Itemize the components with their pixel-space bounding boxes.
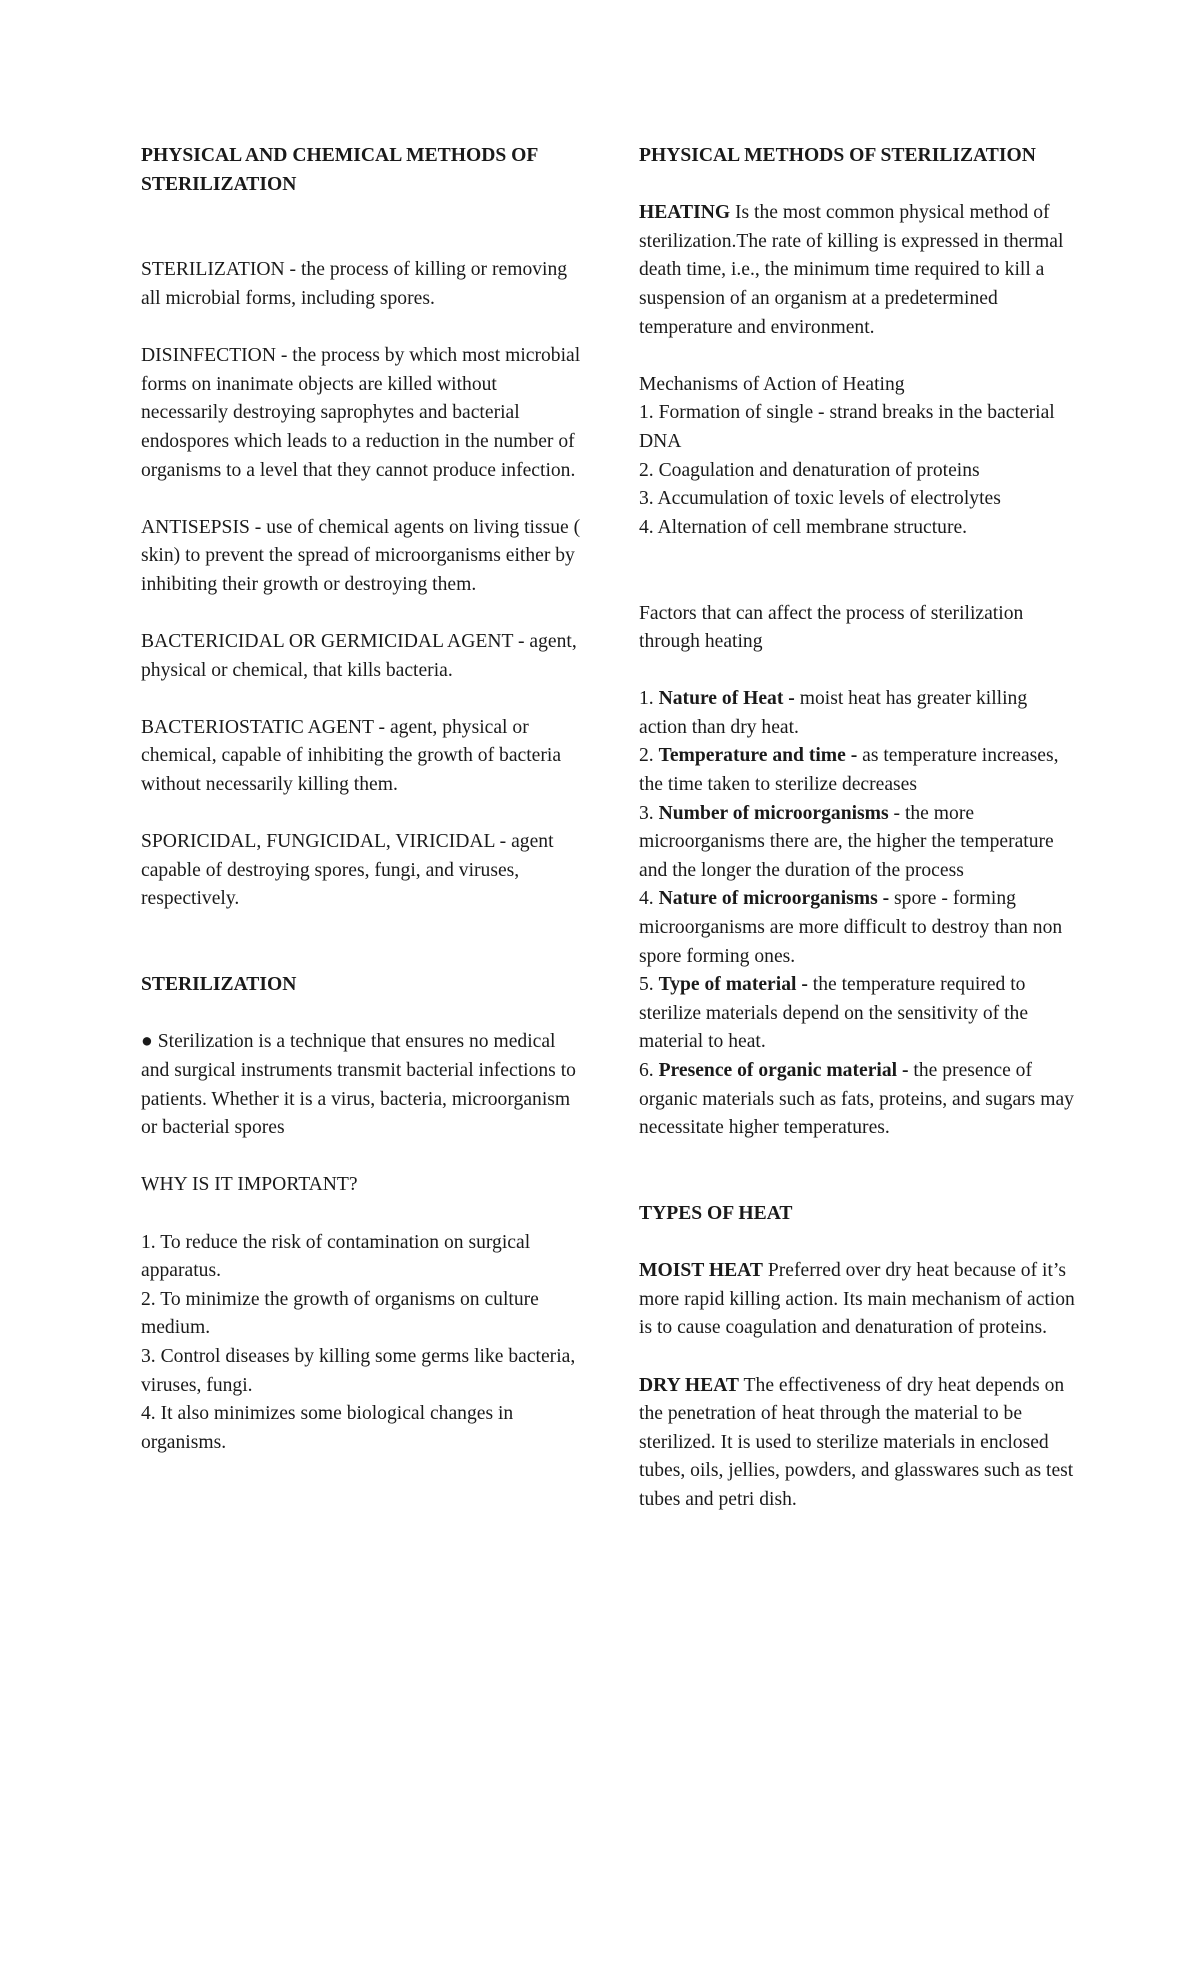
factor-item [639,800,1079,886]
right-column [639,142,1079,1515]
moist-heat-paragraph [639,1257,1079,1343]
moist-heat-term: MOIST HEAT [639,1260,763,1282]
list-item: 4. Alternation of cell membrane structure. [639,516,968,538]
list-item: 4. It also minimizes some biological changes in organisms. [141,1403,514,1453]
why-heading: WHY IS IT IMPORTANT? [141,1174,358,1196]
dry-heat-text: The effectiveness of dry heat depends on the penetration of heat through the material to be sterilized. It is used to sterilize materials in enclosed tubes, oils, jellies, powders, and glasswares such as test tubes and petri dish. [639,1374,1074,1510]
factor-term: Nature of Heat - [658,688,795,710]
definition-sterilization: STERILIZATION - the process of killing or removing all microbial forms, including spores. [141,259,568,309]
mechanisms-heading: Mechanisms of Action of Heating [639,373,905,395]
factor-term: Temperature and time - [658,745,858,767]
definition-bactericidal: BACTERICIDAL OR GERMICIDAL AGENT - agent, physical or chemical, that kills bacteria. [141,631,577,681]
types-heading: TYPES OF HEAT [639,1202,793,1224]
factor-text: as temperature increases, the time taken to sterilize decreases [639,745,1059,796]
list-item: 1. To reduce the risk of contamination on surgical apparatus. [141,1231,531,1282]
definition-bacteriostatic: BACTERIOSTATIC AGENT - agent, physical or chemical, capable of inhibiting the growth of bacteria without necessarily killing them. [141,716,562,796]
factor-number: 1. [639,688,659,710]
heating-text: Is the most common physical method of sterilization.The rate of killing is expressed in thermal death time, i.e., the minimum time required to kill a suspension of an organism at a predetermined temperature and environment. [639,202,1064,338]
definition-sporicidal: SPORICIDAL, FUNGICIDAL, VIRICIDAL - agent capable of destroying spores, fungi, and viruses, respectively. [141,831,554,910]
factor-number: 2. [639,745,659,767]
section-title: PHYSICAL METHODS OF STERILIZATION [639,145,1036,166]
document-title: PHYSICAL AND CHEMICAL METHODS OF STERILIZATION [141,145,538,195]
factor-number: 4. [639,888,659,910]
list-item: 2. Coagulation and denaturation of proteins [639,459,980,481]
factor-text: the presence of organic materials such as fats, proteins, and sugars may necessitate higher temperatures. [639,1060,1074,1139]
factor-number: 6. [639,1060,659,1081]
list-item: 3. Accumulation of toxic levels of electrolytes [639,488,1001,510]
factor-text: moist heat has greater killing action than dry heat. [639,688,1028,738]
dry-heat-term: DRY HEAT [639,1374,740,1396]
factor-item [639,971,1079,1057]
factor-term: Nature of microorganisms - [658,888,890,910]
factor-text: spore - forming microorganisms are more difficult to destroy than non spore forming ones. [639,888,1063,967]
sterilization-heading: STERILIZATION [141,974,297,996]
dry-heat-paragraph [639,1372,1079,1515]
factor-term: Number of microorganisms [658,802,889,824]
factor-number: 3. [639,802,659,824]
factor-item [639,1057,1079,1143]
factors-heading: Factors that can affect the process of sterilization through heating [639,602,1024,653]
factor-text: - the more microorganisms there are, the higher the temperature and the longer the duration of the process [639,802,1054,881]
factor-term: Type of material - [658,974,808,996]
factor-item [639,742,1079,799]
definition-antisepsis: ANTISEPSIS - use of chemical agents on living tissue ( skin) to prevent the spread of microorganisms either by inhibiting their growth or destroying them. [141,516,581,595]
list-item: 1. Formation of single - strand breaks in the bacterial DNA [639,402,1055,452]
factor-text: the temperature required to sterilize materials depend on the sensitivity of the material to heat. [639,974,1029,1053]
left-column [141,142,581,1457]
definition-disinfection: DISINFECTION - the process by which most microbial forms on inanimate objects are killed without necessarily destroying saprophytes and bacterial endospores which leads to a reduction in the number of organisms to a level that they cannot produce infection. [141,345,581,481]
factor-item [639,885,1079,971]
list-item: 2. To minimize the growth of organisms on culture medium. [141,1288,539,1339]
moist-heat-text: Preferred over dry heat because of it’s more rapid killing action. Its main mechanism of action is to cause coagulation and denaturation of proteins. [639,1260,1075,1339]
factor-item [639,685,1079,742]
sterilization-bullet: ● Sterilization is a technique that ensures no medical and surgical instruments transmit bacterial infections to patients. Whether it is a virus, bacteria, microorganism or bacterial spores [141,1031,576,1139]
factor-number: 5. [639,974,659,996]
factor-term: Presence of organic material - [658,1060,909,1081]
list-item: 3. Control diseases by killing some germs like bacteria, viruses, fungi. [141,1345,576,1396]
heating-paragraph [639,199,1079,342]
heating-term: HEATING [639,202,731,224]
